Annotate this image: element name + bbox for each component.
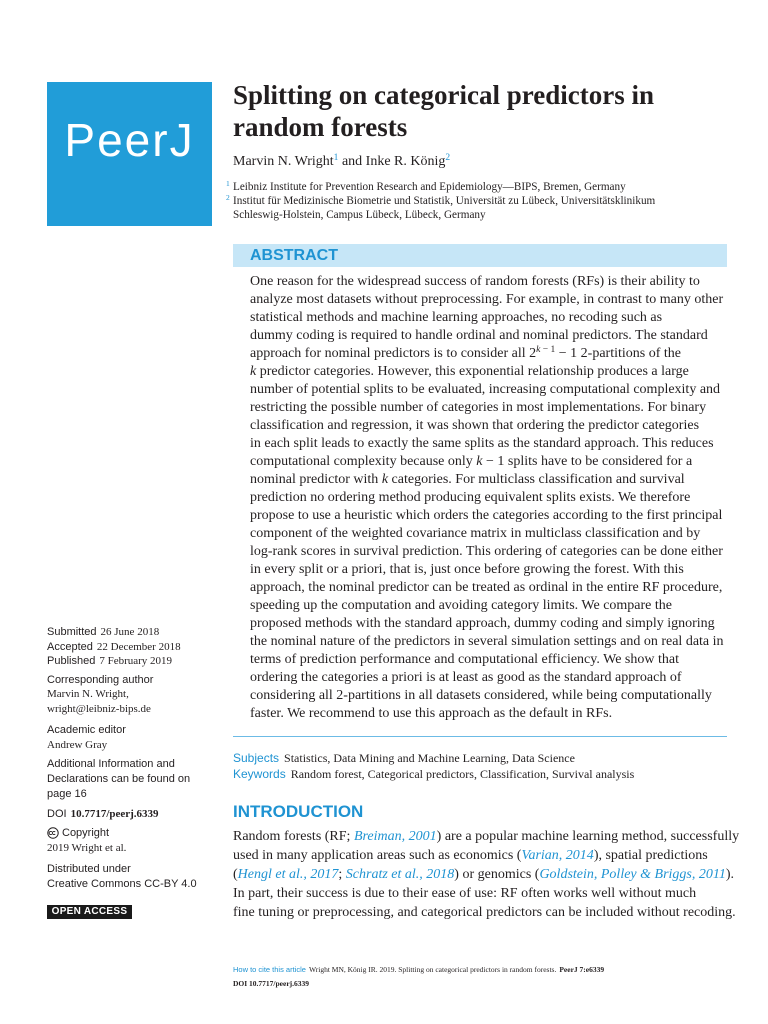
text-run: in each split leads to exactly the same splits as the standard approach. This reduces — [250, 436, 714, 451]
citation-link[interactable]: Schratz et al., 2018 — [345, 867, 455, 882]
text-run: approach, the nominal predictor can be treated as ordinal in the entire RF procedure, — [250, 580, 723, 595]
text-run: predictor categories. However, this exponential relationship produces a large — [256, 364, 689, 379]
introduction-line — [233, 884, 739, 903]
affiliation-1 — [226, 179, 626, 194]
abstract-line — [250, 597, 724, 615]
abstract-line — [250, 399, 724, 417]
logo-wordmark: PeerJ — [64, 114, 195, 166]
text-run: considering all 2-partitions in all datasets considered, while being computationally — [250, 688, 712, 703]
submitted-value: 26 June 2018 — [100, 626, 160, 638]
abstract-line — [250, 453, 724, 471]
text-run: One reason for the widespread success of random forests (RFs) is their ability to — [250, 274, 700, 289]
text-run: ) or genomics ( — [454, 867, 540, 882]
paper-title — [233, 79, 654, 143]
affiliation-text: Institut für Medizinische Biometrie und Statistik, Universität zu Lübeck, Universitätsklinikum — [233, 195, 656, 207]
abstract-line — [250, 435, 724, 453]
text-run: Random forests (RF; — [233, 829, 354, 844]
text-run: faster. We recommend to use this approach as the default in RFs. — [250, 706, 613, 721]
doi-line — [47, 807, 159, 822]
abstract-line — [250, 345, 724, 363]
abstract-line — [250, 525, 724, 543]
citation-link[interactable]: Goldstein, Polley & Briggs, 2011 — [539, 867, 726, 882]
abstract-line — [250, 417, 724, 435]
abstract-header-band — [233, 244, 727, 267]
submitted-label: Submitted — [47, 626, 97, 638]
text-run: propose to use a heuristic which orders the categories according to the first principal — [250, 508, 723, 523]
abstract-line — [250, 291, 724, 309]
text-run: ; — [338, 867, 346, 882]
author-list — [233, 153, 450, 172]
text-run: statistical methods and machine learning approaches, no recoding such as — [250, 310, 663, 325]
superscript: − 1 — [540, 345, 556, 356]
copyright-label: Copyright — [62, 826, 110, 839]
text-run: in every split or a priori, that is, just once before growing the forest. With this — [250, 562, 684, 577]
introduction-line — [233, 846, 739, 865]
cite-label: How to cite this article — [233, 965, 306, 974]
superscript: 2 — [445, 153, 451, 164]
keywords-label: Keywords — [233, 767, 286, 781]
text-run: dummy coding is required to handle ordinal and nominal predictors. The standard — [250, 328, 708, 343]
open-access-badge: OPEN ACCESS — [47, 905, 132, 919]
text-run: analyze most datasets without preprocessing. For example, in contrast to many other — [250, 292, 724, 307]
citation-link[interactable]: Breiman, 2001 — [353, 829, 437, 844]
text-run: number of potential splits to be evaluated, increasing computational complexity and — [250, 382, 721, 397]
abstract-line — [250, 651, 724, 669]
citation-link[interactable]: Varian, 2014 — [521, 848, 594, 863]
abstract-line — [250, 579, 724, 597]
text-run: and Inke R. König — [338, 154, 446, 169]
abstract-line — [250, 507, 724, 525]
abstract-line — [250, 669, 724, 687]
corresponding-author-email[interactable]: wright@leibniz-bips.de — [47, 702, 151, 715]
text-run: fine tuning or preprocessing, and categorical predictors can be included without recoding. — [233, 905, 736, 920]
italic-variable: k — [476, 454, 483, 469]
introduction-line — [233, 903, 739, 922]
subjects-line — [233, 750, 575, 766]
text-run: speeding up the computation and avoiding category limits. We compare the — [250, 598, 673, 613]
text-run: the nominal nature of the predictors in several simulation settings and on real data in — [250, 634, 724, 649]
abstract-divider — [233, 736, 727, 737]
affiliation-2-continued — [233, 208, 486, 222]
doi-label: DOI — [47, 807, 67, 820]
subjects-value: Statistics, Data Mining and Machine Learning, Data Science — [284, 751, 575, 765]
published-label: Published — [47, 655, 96, 667]
abstract-body — [250, 273, 724, 723]
text-run: terms of prediction performance and computational efficiency. We show that — [250, 652, 679, 667]
text-run: Marvin N. Wright — [233, 154, 334, 169]
doi-link[interactable]: 10.7717/peerj.6339 — [70, 807, 159, 820]
text-run: − 1 splits have to be considered for a — [482, 454, 693, 469]
submitted-date — [47, 625, 159, 640]
abstract-line — [250, 363, 724, 381]
italic-variable: k — [250, 364, 257, 379]
abstract-line — [250, 687, 724, 705]
text-run: classification and regression, it was shown that ordering the predictor categories — [250, 418, 700, 433]
abstract-line — [250, 381, 724, 399]
title-line: random forests — [233, 112, 408, 142]
abstract-line — [250, 309, 724, 327]
introduction-body — [233, 827, 739, 922]
additional-info-line: Declarations can be found on — [47, 772, 191, 785]
affiliation-text: Leibniz Institute for Prevention Research and Epidemiology—BIPS, Bremen, Germany — [233, 181, 626, 193]
corresponding-author-name: Marvin N. Wright, — [47, 687, 129, 700]
italic-variable: k — [381, 472, 389, 487]
text-run: log-rank scores in survival prediction. This ordering of categories can be done either — [250, 544, 723, 559]
footer-doi[interactable]: DOI 10.7717/peerj.6339 — [233, 979, 310, 988]
academic-editor-name: Andrew Gray — [47, 738, 108, 751]
abstract-line — [250, 273, 724, 291]
text-run: component of the weighted covariance matrix in multiclass classification and by — [250, 526, 701, 541]
keywords-value: Random forest, Categorical predictors, Classification, Survival analysis — [290, 767, 635, 781]
text-run: restricting the possible number of categories in most implementations. For binary — [250, 400, 707, 415]
corresponding-author-label: Corresponding author — [47, 673, 154, 686]
introduction-line — [233, 865, 739, 884]
introduction-line — [233, 827, 739, 846]
affiliation-number: 2 — [226, 193, 230, 202]
journal-logo[interactable] — [47, 82, 212, 226]
published-date — [47, 654, 172, 669]
text-run: ordering the categories a priori is at least as good as the standard approach of — [250, 670, 682, 685]
superscript: k — [536, 345, 541, 356]
license-link[interactable]: Creative Commons CC-BY 4.0 — [47, 877, 197, 890]
text-run: In part, their success is due to their ease of use: RF often works well without much — [233, 886, 697, 901]
introduction-heading: INTRODUCTION — [233, 802, 364, 821]
text-run: proposed methods with the standard approach, dummy coding and simply ignoring — [250, 616, 715, 631]
abstract-line — [250, 543, 724, 561]
abstract-line — [250, 327, 724, 345]
academic-editor-label: Academic editor — [47, 723, 126, 736]
subjects-label: Subjects — [233, 751, 280, 765]
cite-journal: PeerJ 7:e6339 — [559, 965, 605, 974]
abstract-line — [250, 705, 724, 723]
accepted-value: 22 December 2018 — [96, 640, 181, 653]
abstract-heading: ABSTRACT — [250, 247, 338, 264]
citation-footer — [233, 964, 604, 976]
text-run: ) are a popular machine learning method, successfully — [436, 829, 740, 844]
title-line: Splitting on categorical predictors in — [233, 80, 654, 110]
additional-info-line: Additional Information and — [47, 757, 175, 770]
affiliation-2 — [226, 193, 656, 208]
affiliation-text: Schleswig-Holstein, Campus Lübeck, Lübeck, Germany — [233, 209, 486, 221]
abstract-line — [250, 471, 724, 489]
abstract-line — [250, 633, 724, 651]
text-run: ( — [233, 867, 238, 882]
additional-info-page-link[interactable]: page 16 — [47, 787, 87, 800]
text-run: ), spatial predictions — [593, 848, 708, 863]
keywords-line — [233, 766, 634, 782]
cite-text: Wright MN, König IR. 2019. Splitting on categorical predictors in random forests. — [308, 965, 557, 974]
text-run: − 1 2-partitions of the — [555, 346, 681, 361]
text-run: categories. For multiclass classification and survival — [388, 472, 685, 487]
superscript: 1 — [333, 153, 339, 164]
text-run: ). — [725, 867, 734, 882]
accepted-date — [47, 640, 181, 655]
published-value: 7 February 2019 — [99, 655, 173, 667]
affiliation-number: 1 — [226, 179, 230, 188]
abstract-line — [250, 561, 724, 579]
abstract-line — [250, 615, 724, 633]
accepted-label: Accepted — [47, 640, 93, 653]
text-run: approach for nominal predictors is to consider all 2 — [250, 346, 537, 361]
text-run: nominal predictor with — [250, 472, 382, 487]
text-run: prediction no ordering method producing equivalent splits exists. We therefore — [250, 490, 691, 505]
text-run: computational complexity because only — [250, 454, 477, 469]
citation-link[interactable]: Hengl et al., 2017 — [237, 867, 339, 882]
license-label: Distributed under — [47, 862, 131, 875]
abstract-line — [250, 489, 724, 507]
copyright-holder: 2019 Wright et al. — [47, 841, 127, 854]
creative-commons-icon — [47, 827, 59, 839]
text-run: used in many application areas such as economics ( — [233, 848, 522, 863]
